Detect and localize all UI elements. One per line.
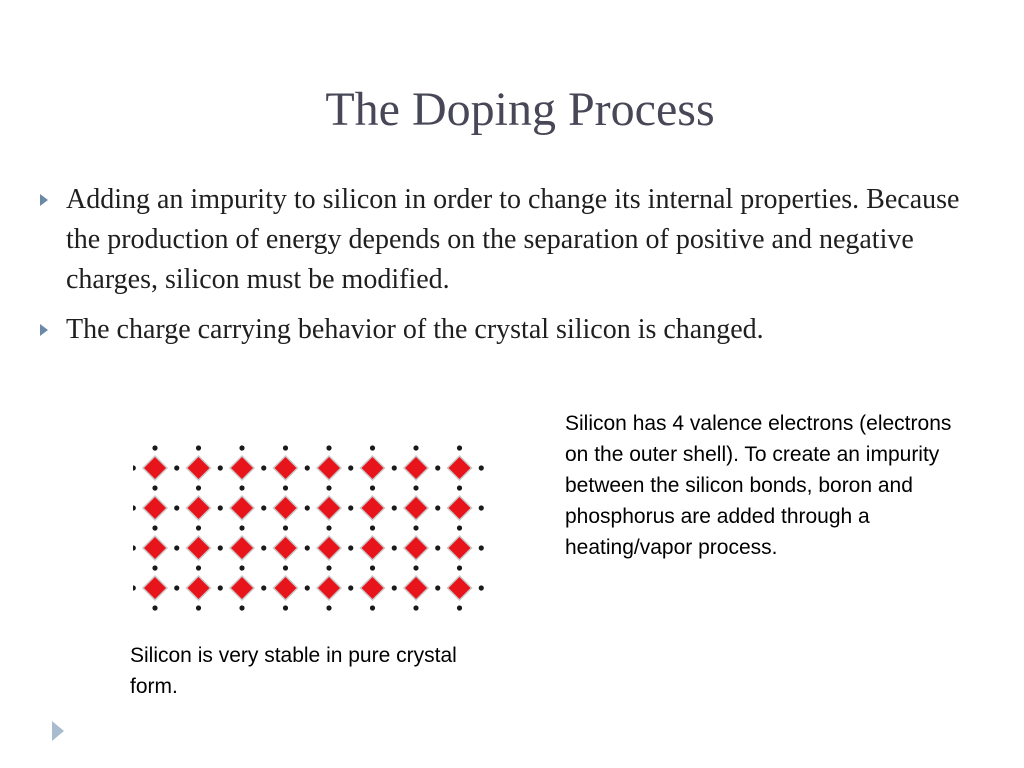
electron-dot	[392, 545, 397, 550]
silicon-lattice-image	[133, 445, 485, 611]
electron-dot	[370, 565, 375, 570]
electron-dot	[305, 465, 310, 470]
electron-dot	[413, 445, 418, 450]
electron-dot	[174, 545, 179, 550]
electron-dot	[435, 545, 440, 550]
silicon-atom	[274, 536, 298, 560]
electron-dot	[326, 565, 331, 570]
bullet-item	[40, 180, 1000, 300]
bullet-item	[40, 310, 1000, 350]
silicon-atom	[361, 576, 385, 600]
electron-dot	[152, 605, 157, 610]
bullet-list	[40, 180, 1000, 360]
electron-dot	[196, 525, 201, 530]
electron-dot	[413, 605, 418, 610]
silicon-atom	[230, 536, 254, 560]
electron-dot	[413, 485, 418, 490]
silicon-atom	[143, 536, 167, 560]
electron-dot	[152, 485, 157, 490]
electron-dot	[457, 525, 462, 530]
electron-dot	[218, 585, 223, 590]
electron-dot	[283, 525, 288, 530]
electron-dot	[457, 485, 462, 490]
electron-dot	[305, 545, 310, 550]
silicon-atom	[230, 496, 254, 520]
electron-dot	[348, 585, 353, 590]
electron-dot	[174, 465, 179, 470]
silicon-atom	[317, 576, 341, 600]
silicon-atom	[187, 536, 211, 560]
electron-dot	[239, 445, 244, 450]
electron-dot	[174, 505, 179, 510]
electron-dot	[283, 445, 288, 450]
bullet-triangle-icon	[40, 324, 48, 336]
electron-dot	[413, 525, 418, 530]
electron-dot	[370, 445, 375, 450]
electron-dot	[479, 465, 484, 470]
stable-crystal-caption: Silicon is very stable in pure crystal form.	[130, 644, 457, 698]
silicon-atom	[361, 536, 385, 560]
silicon-atom	[404, 496, 428, 520]
electron-dot	[133, 505, 136, 510]
electron-dot	[261, 545, 266, 550]
silicon-atom	[404, 456, 428, 480]
electron-dot	[152, 445, 157, 450]
nav-triangle-icon[interactable]	[50, 719, 66, 743]
silicon-atom	[143, 576, 167, 600]
silicon-atom	[317, 456, 341, 480]
electron-dot	[326, 525, 331, 530]
electron-dot	[239, 565, 244, 570]
electron-dot	[348, 545, 353, 550]
silicon-atom	[448, 536, 472, 560]
electron-dot	[196, 485, 201, 490]
electron-dot	[348, 465, 353, 470]
electron-dot	[370, 485, 375, 490]
electron-dot	[348, 505, 353, 510]
silicon-atom	[143, 456, 167, 480]
silicon-atom	[230, 576, 254, 600]
electron-dot	[457, 565, 462, 570]
silicon-atom	[187, 456, 211, 480]
electron-dot	[218, 465, 223, 470]
electron-dot	[218, 505, 223, 510]
electron-dot	[218, 545, 223, 550]
electron-dot	[392, 505, 397, 510]
electron-dot	[133, 465, 136, 470]
electron-dot	[457, 605, 462, 610]
electron-dot	[435, 465, 440, 470]
valence-electrons-caption: Silicon has 4 valence electrons (electrons on the outer shell). To create an impurity between the silicon bonds, boron and phosphorus are added through a heating/vapor process.	[565, 412, 952, 559]
electron-dot	[457, 445, 462, 450]
electron-dot	[413, 565, 418, 570]
silicon-atom	[404, 536, 428, 560]
electron-dot	[261, 465, 266, 470]
electron-dot	[196, 445, 201, 450]
silicon-atom	[143, 496, 167, 520]
electron-dot	[196, 605, 201, 610]
electron-dot	[239, 485, 244, 490]
electron-dot	[435, 505, 440, 510]
silicon-atom	[187, 576, 211, 600]
electron-dot	[174, 585, 179, 590]
silicon-atom	[317, 496, 341, 520]
silicon-atom	[274, 576, 298, 600]
electron-dot	[283, 605, 288, 610]
silicon-atom	[230, 456, 254, 480]
electron-dot	[133, 585, 136, 590]
electron-dot	[305, 585, 310, 590]
electron-dot	[239, 525, 244, 530]
electron-dot	[479, 545, 484, 550]
electron-dot	[435, 585, 440, 590]
electron-dot	[370, 605, 375, 610]
slide-title: The Doping Process	[325, 83, 715, 136]
electron-dot	[152, 565, 157, 570]
electron-dot	[392, 465, 397, 470]
silicon-atom	[448, 496, 472, 520]
silicon-atom	[317, 536, 341, 560]
electron-dot	[392, 585, 397, 590]
electron-dot	[326, 605, 331, 610]
bullet-text: The charge carrying behavior of the crystal silicon is changed.	[66, 314, 764, 345]
electron-dot	[283, 485, 288, 490]
silicon-atom	[274, 496, 298, 520]
electron-dot	[305, 505, 310, 510]
electron-dot	[239, 605, 244, 610]
silicon-atom	[448, 456, 472, 480]
electron-dot	[261, 585, 266, 590]
silicon-atom	[274, 456, 298, 480]
electron-dot	[133, 545, 136, 550]
electron-dot	[261, 505, 266, 510]
electron-dot	[152, 525, 157, 530]
electron-dot	[283, 565, 288, 570]
electron-dot	[196, 565, 201, 570]
electron-dot	[479, 505, 484, 510]
electron-dot	[370, 525, 375, 530]
silicon-atom	[187, 496, 211, 520]
electron-dot	[326, 445, 331, 450]
silicon-atom	[361, 496, 385, 520]
electron-dot	[479, 585, 484, 590]
electron-dot	[326, 485, 331, 490]
bullet-triangle-icon	[40, 194, 48, 206]
silicon-atom	[361, 456, 385, 480]
silicon-atom	[404, 576, 428, 600]
bullet-text: Adding an impurity to silicon in order to change its internal properties. Because the production of energy depends on the separation of positive and negative charges, silicon must be modified.	[66, 184, 960, 295]
silicon-atom	[448, 576, 472, 600]
